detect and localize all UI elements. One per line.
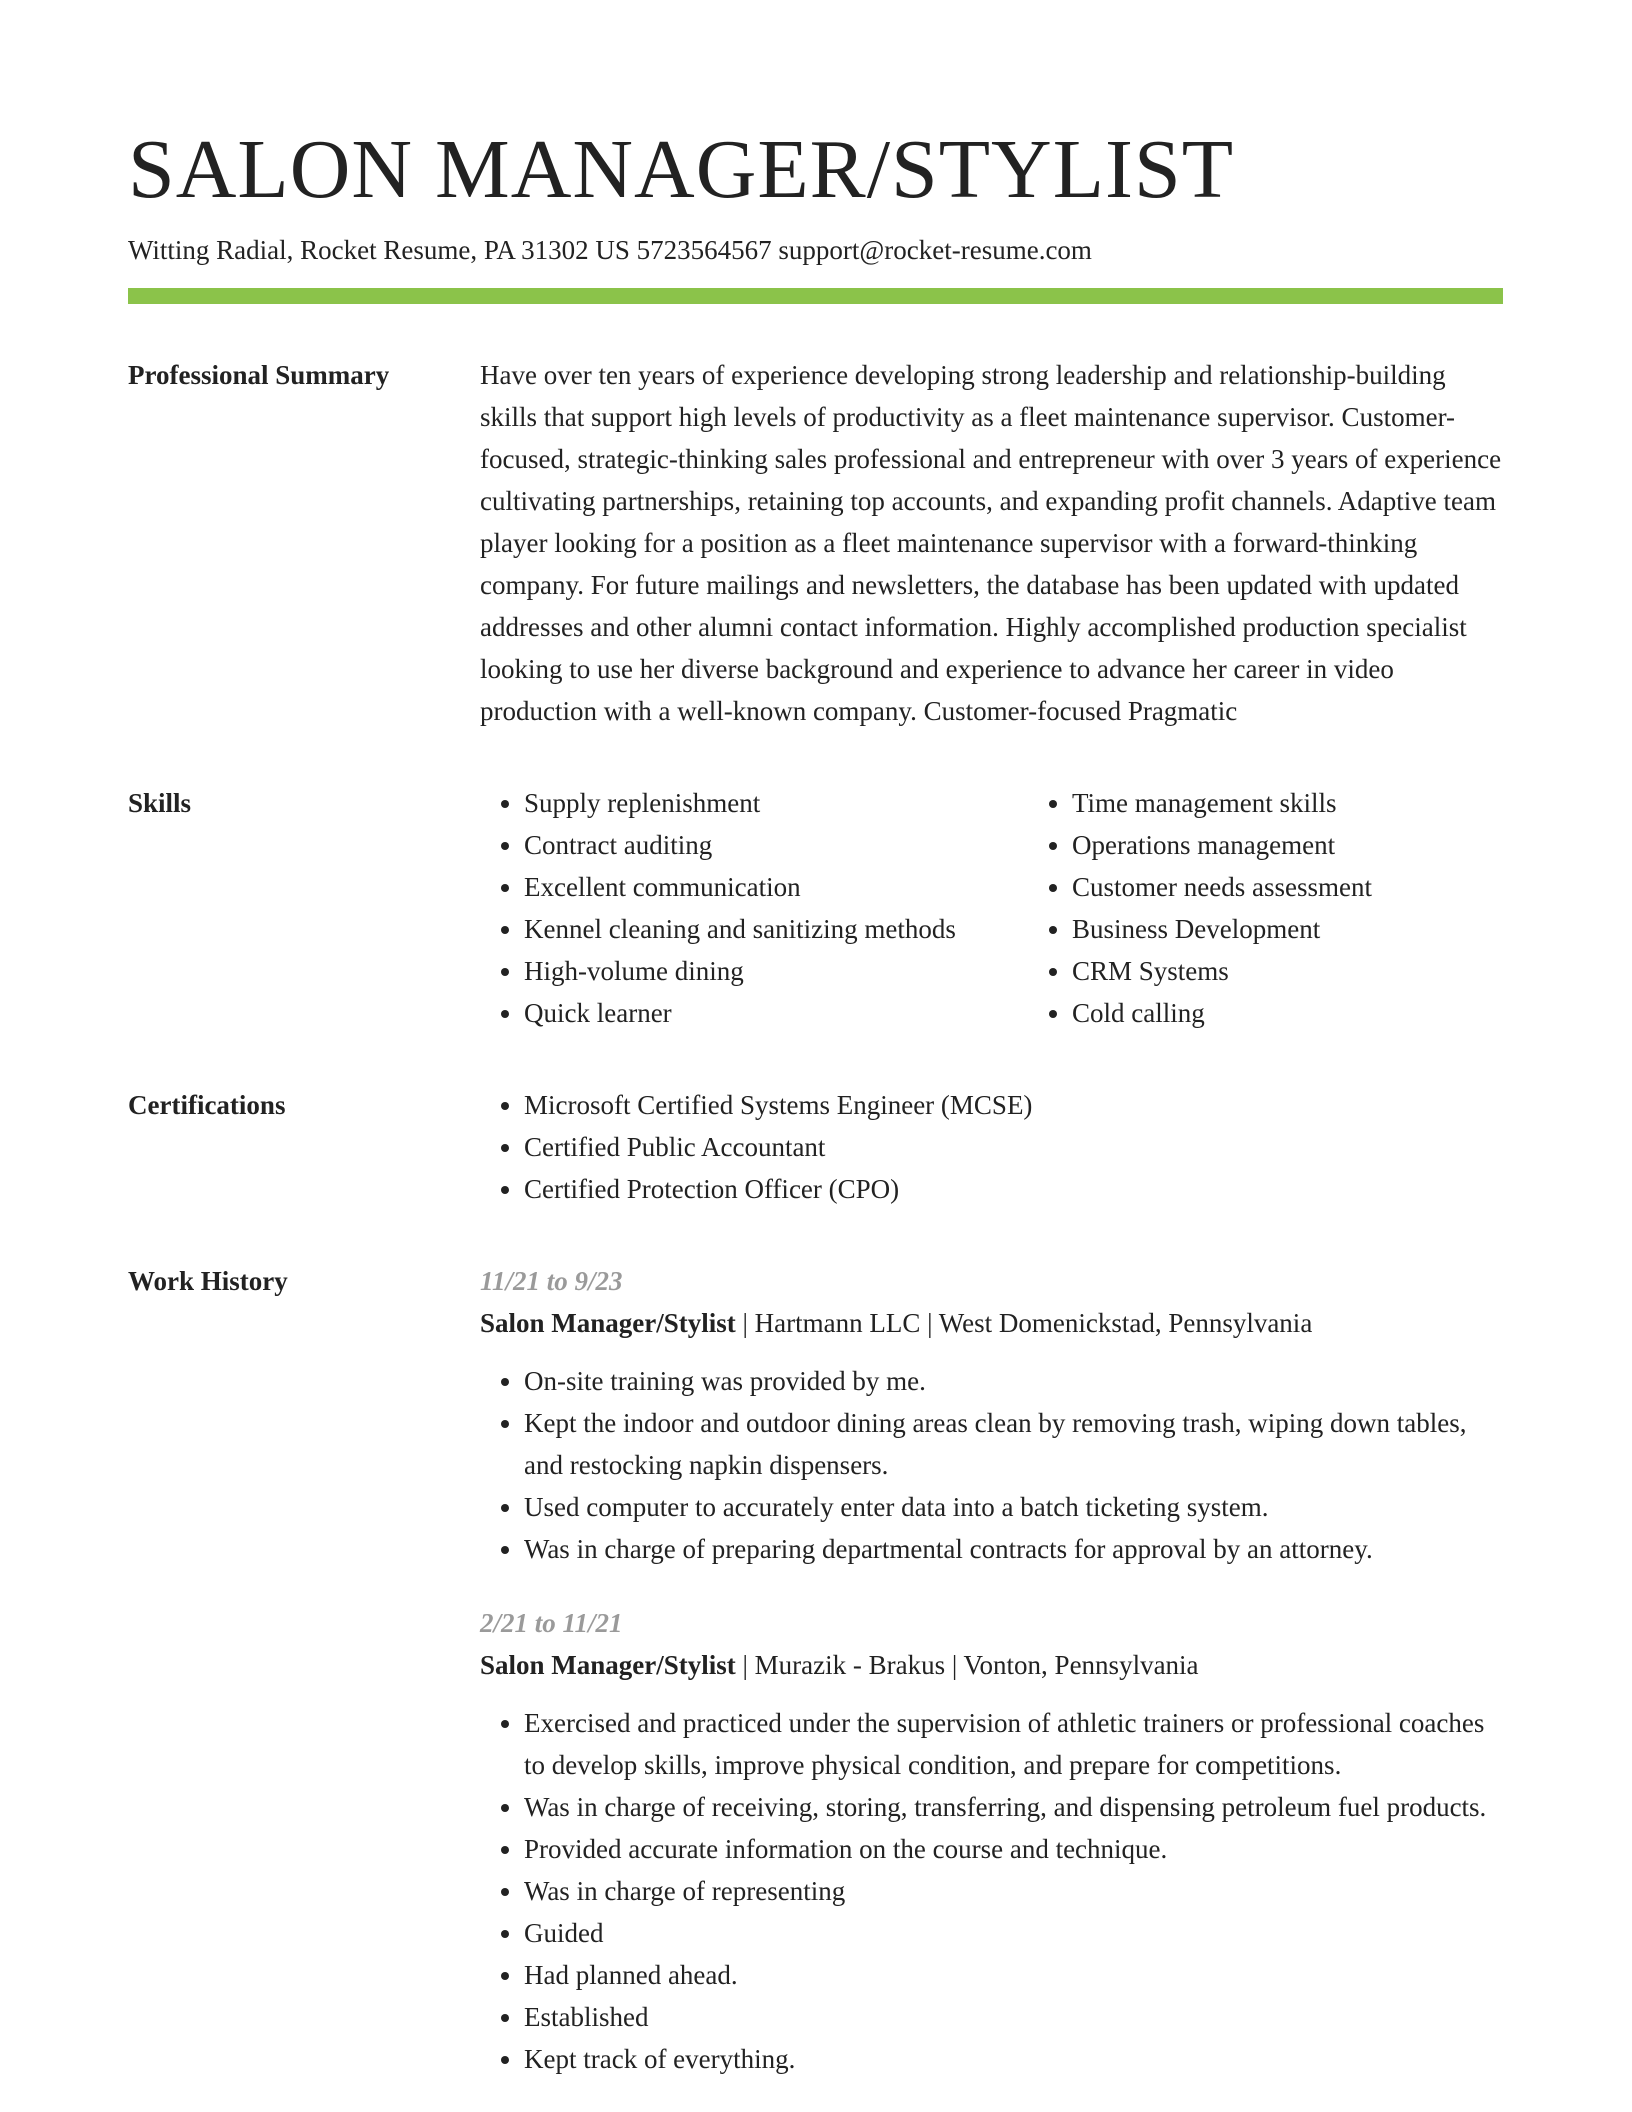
skill-item: • Supply replenishment [524,782,1028,824]
skill-item: • Contract auditing [524,824,1028,866]
certification-item: • Microsoft Certified Systems Engineer (MCSE) [524,1084,1503,1126]
job-bullet: • Exercised and practiced under the supervision of athletic trainers or professional coaches to develop skills, improve physical condition, and prepare for competitions. [524,1702,1503,1786]
skills-list-col2 [1028,782,1503,1034]
skill-item: • Operations management [1072,824,1503,866]
skill-item: • Cold calling [1072,992,1503,1034]
job-bullet: • Guided [524,1912,1503,1954]
job-title: Salon Manager/Stylist [480,1650,736,1680]
resume-page [128,120,1503,2080]
contact-info: Witting Radial, Rocket Resume, PA 31302 US 5723564567 support@rocket-resume.com [128,235,1092,265]
summary-section [128,354,1503,732]
job-entry [480,1602,1503,2080]
accent-divider [128,288,1503,304]
skill-item: • High-volume dining [524,950,1028,992]
skill-item: • Customer needs assessment [1072,866,1503,908]
skill-item: • Business Development [1072,908,1503,950]
skill-item: • CRM Systems [1072,950,1503,992]
summary-text: Have over ten years of experience developing strong leadership and relationship-building skills that support high levels of productivity as a fleet maintenance supervisor. Customer-focused, strategic-thinking sales professional and entrepreneur with over 3 years of experience cultivating partnerships, retaining top accounts, and expanding profit channels. Adaptive team player looking for a position as a fleet maintenance supervisor with a forward-thinking company. For future mailings and newsletters, the database has been updated with updated addresses and other alumni contact information. Highly accomplished production specialist looking to use her diverse background and experience to advance her career in video production with a well-known company. Customer-focused Pragmatic [480,360,1502,726]
certification-item: • Certified Protection Officer (CPO) [524,1168,1503,1210]
job-title: Salon Manager/Stylist [480,1308,736,1338]
job-details: | Murazik - Brakus | Vonton, Pennsylvania [735,1650,1199,1680]
job-bullet: • Kept track of everything. [524,2038,1503,2080]
job-heading [480,1644,1503,1686]
certification-item: • Certified Public Accountant [524,1126,1503,1168]
skills-list-col1 [480,782,1028,1034]
job-bullet: • Used computer to accurately enter data into a batch ticketing system. [524,1486,1503,1528]
job-bullet: • Was in charge of preparing departmental contracts for approval by an attorney. [524,1528,1503,1570]
job-bullet: • Was in charge of receiving, storing, transferring, and dispensing petroleum fuel products. [524,1786,1503,1828]
job-entry [480,1260,1503,1570]
certifications-section [128,1084,1503,1210]
section-label-work-history: Work History [128,1266,288,1296]
section-label-summary: Professional Summary [128,360,390,390]
work-history-section [128,1260,1503,2080]
job-bullets [480,1360,1503,1570]
section-label-skills: Skills [128,788,192,818]
job-bullets [480,1702,1503,2080]
job-bullet: • Had planned ahead. [524,1954,1503,1996]
skill-item: • Kennel cleaning and sanitizing methods [524,908,1028,950]
job-dates: 2/21 to 11/21 [480,1608,623,1638]
section-label-certifications: Certifications [128,1090,286,1120]
skill-item: • Quick learner [524,992,1028,1034]
job-bullet: • On-site training was provided by me. [524,1360,1503,1402]
job-details: | Hartmann LLC | West Domenickstad, Pennsylvania [735,1308,1313,1338]
skill-item: • Excellent communication [524,866,1028,908]
job-bullet: • Kept the indoor and outdoor dining areas clean by removing trash, wiping down tables, and restocking napkin dispensers. [524,1402,1503,1486]
job-bullet: • Established [524,1996,1503,2038]
skills-section [128,782,1503,1034]
job-bullet: • Was in charge of representing [524,1870,1503,1912]
certifications-list [480,1084,1503,1210]
skill-item: • Time management skills [1072,782,1503,824]
job-dates: 11/21 to 9/23 [480,1266,623,1296]
job-bullet: • Provided accurate information on the course and technique. [524,1828,1503,1870]
job-heading [480,1302,1503,1344]
resume-title: SALON MANAGER/STYLIST [128,123,1235,216]
